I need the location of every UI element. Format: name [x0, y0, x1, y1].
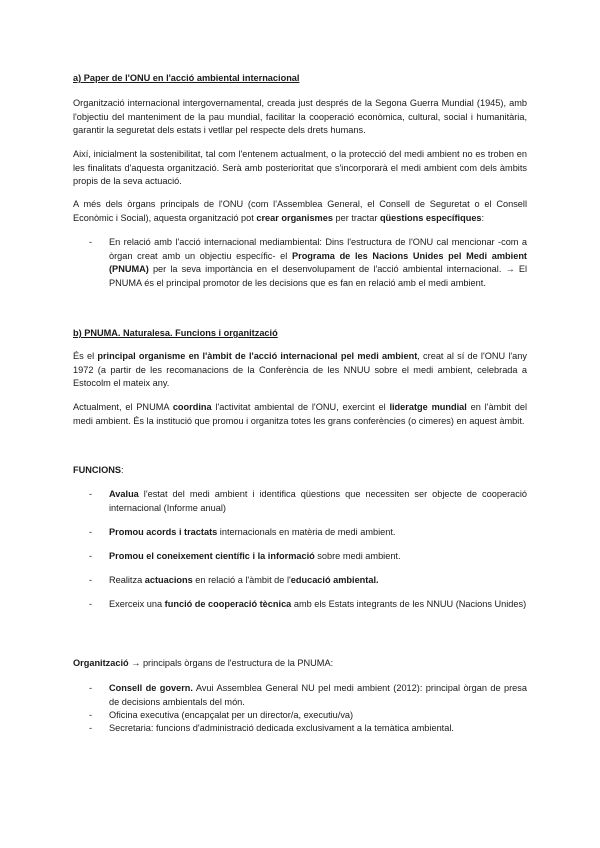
bullet-dash: -	[89, 575, 93, 585]
organ-1-text: Consell de govern. Avui Assemblea General NU pel medi ambient (2012): principal òrgan de presa de decisions ambientals del món.	[109, 683, 527, 707]
section-b-heading: b) PNUMA. Naturalesa. Funcions i organització	[73, 328, 278, 338]
pnuma-bullet-text: En relació amb l'acció internacional mediambiental: Dins l'estructura de l'ONU cal mencionar -com a òrgan creat amb un objectiu específic- el Programa de les Nacions Unides pel Medi ambient (PNUMA) per la seva importància en el desenvolupament de l'acció ambiental internacional. → El PNUMA és el principal promotor de les decisions que es fan en relació amb el medi ambient.	[109, 237, 527, 288]
funcio-3-text: Promou el coneixement científic i la informació sobre medi ambient.	[109, 551, 401, 561]
bullet-dash: -	[89, 237, 93, 247]
funcio-5-text: Exerceix una funció de cooperació tècnica amb els Estats integrants de les NNUU (Nacions Unides)	[109, 599, 527, 609]
section-b-paragraph-2: Actualment, el PNUMA coordina l'activitat ambiental de l'ONU, exercint el lideratge mundial en l'àmbit del medi ambient. És la institució que promou i organitza totes les grans conferències (o cimeres) en aquest àmbit.	[73, 402, 528, 426]
bullet-dash: -	[89, 599, 93, 609]
bullet-dash: -	[89, 551, 93, 561]
section-a-paragraph-2: Així, inicialment la sostenibilitat, tal com l'entenem actualment, o la protecció del medi ambient no es troben en les finalitats d'aquesta organització. Serà amb posterioritat que s'incorporarà el medi ambient com dels àmbits propis de la seva actuació.	[73, 149, 527, 187]
section-b-paragraph-1: És el principal organisme en l'àmbit de l'acció internacional pel medi ambient, creat al sí de l'ONU l'any 1972 (a partir de les recomanacions de la Conferència de les NNUU sobre el medi ambient, celebrada a Estocolm el mateix any.	[73, 351, 527, 389]
bullet-dash: -	[89, 683, 93, 693]
organitzacio-heading: Organització → principals òrgans de l'estructura de la PNUMA:	[73, 658, 334, 668]
bullet-dash: -	[89, 710, 93, 720]
bullet-dash: -	[89, 489, 93, 499]
funcions-heading: FUNCIONS:	[73, 465, 124, 475]
funcio-2-text: Promou acords i tractats internacionals en matèria de medi ambient.	[109, 527, 396, 537]
organ-2-text: Oficina executiva (encapçalat per un director/a, executiu/va)	[109, 710, 354, 720]
funcio-4-text: Realitza actuacions en relació a l'àmbit de l'educació ambiental.	[109, 575, 379, 585]
section-a-paragraph-3: A més dels òrgans principals de l'ONU (com l'Assemblea General, el Consell de Seguretat o el Consell Econòmic i Social), aquesta organització pot crear organismes per tractar qüestions específiques:	[73, 199, 527, 223]
organ-3-text: Secretaria: funcions d'administració dedicada exclusivament a la temàtica ambiental.	[109, 723, 454, 733]
bullet-dash: -	[89, 723, 93, 733]
bullet-dash: -	[89, 527, 93, 537]
section-a-heading: a) Paper de l'ONU en l'acció ambiental internacional	[73, 73, 300, 83]
section-a-paragraph-1: Organització internacional intergovernamental, creada just després de la Segona Guerra Mundial (1945), amb l'objectiu del manteniment de la pau mundial, facilitar la cooperació econòmica, cultural, social i humanitària, garantir la seguretat dels estats i vetllar pel respecte dels drets humans.	[73, 98, 527, 136]
funcio-1-text: Avalua l'estat del medi ambient i identifica qüestions que necessiten ser objecte de cooperació internacional (Informe anual)	[109, 489, 527, 513]
